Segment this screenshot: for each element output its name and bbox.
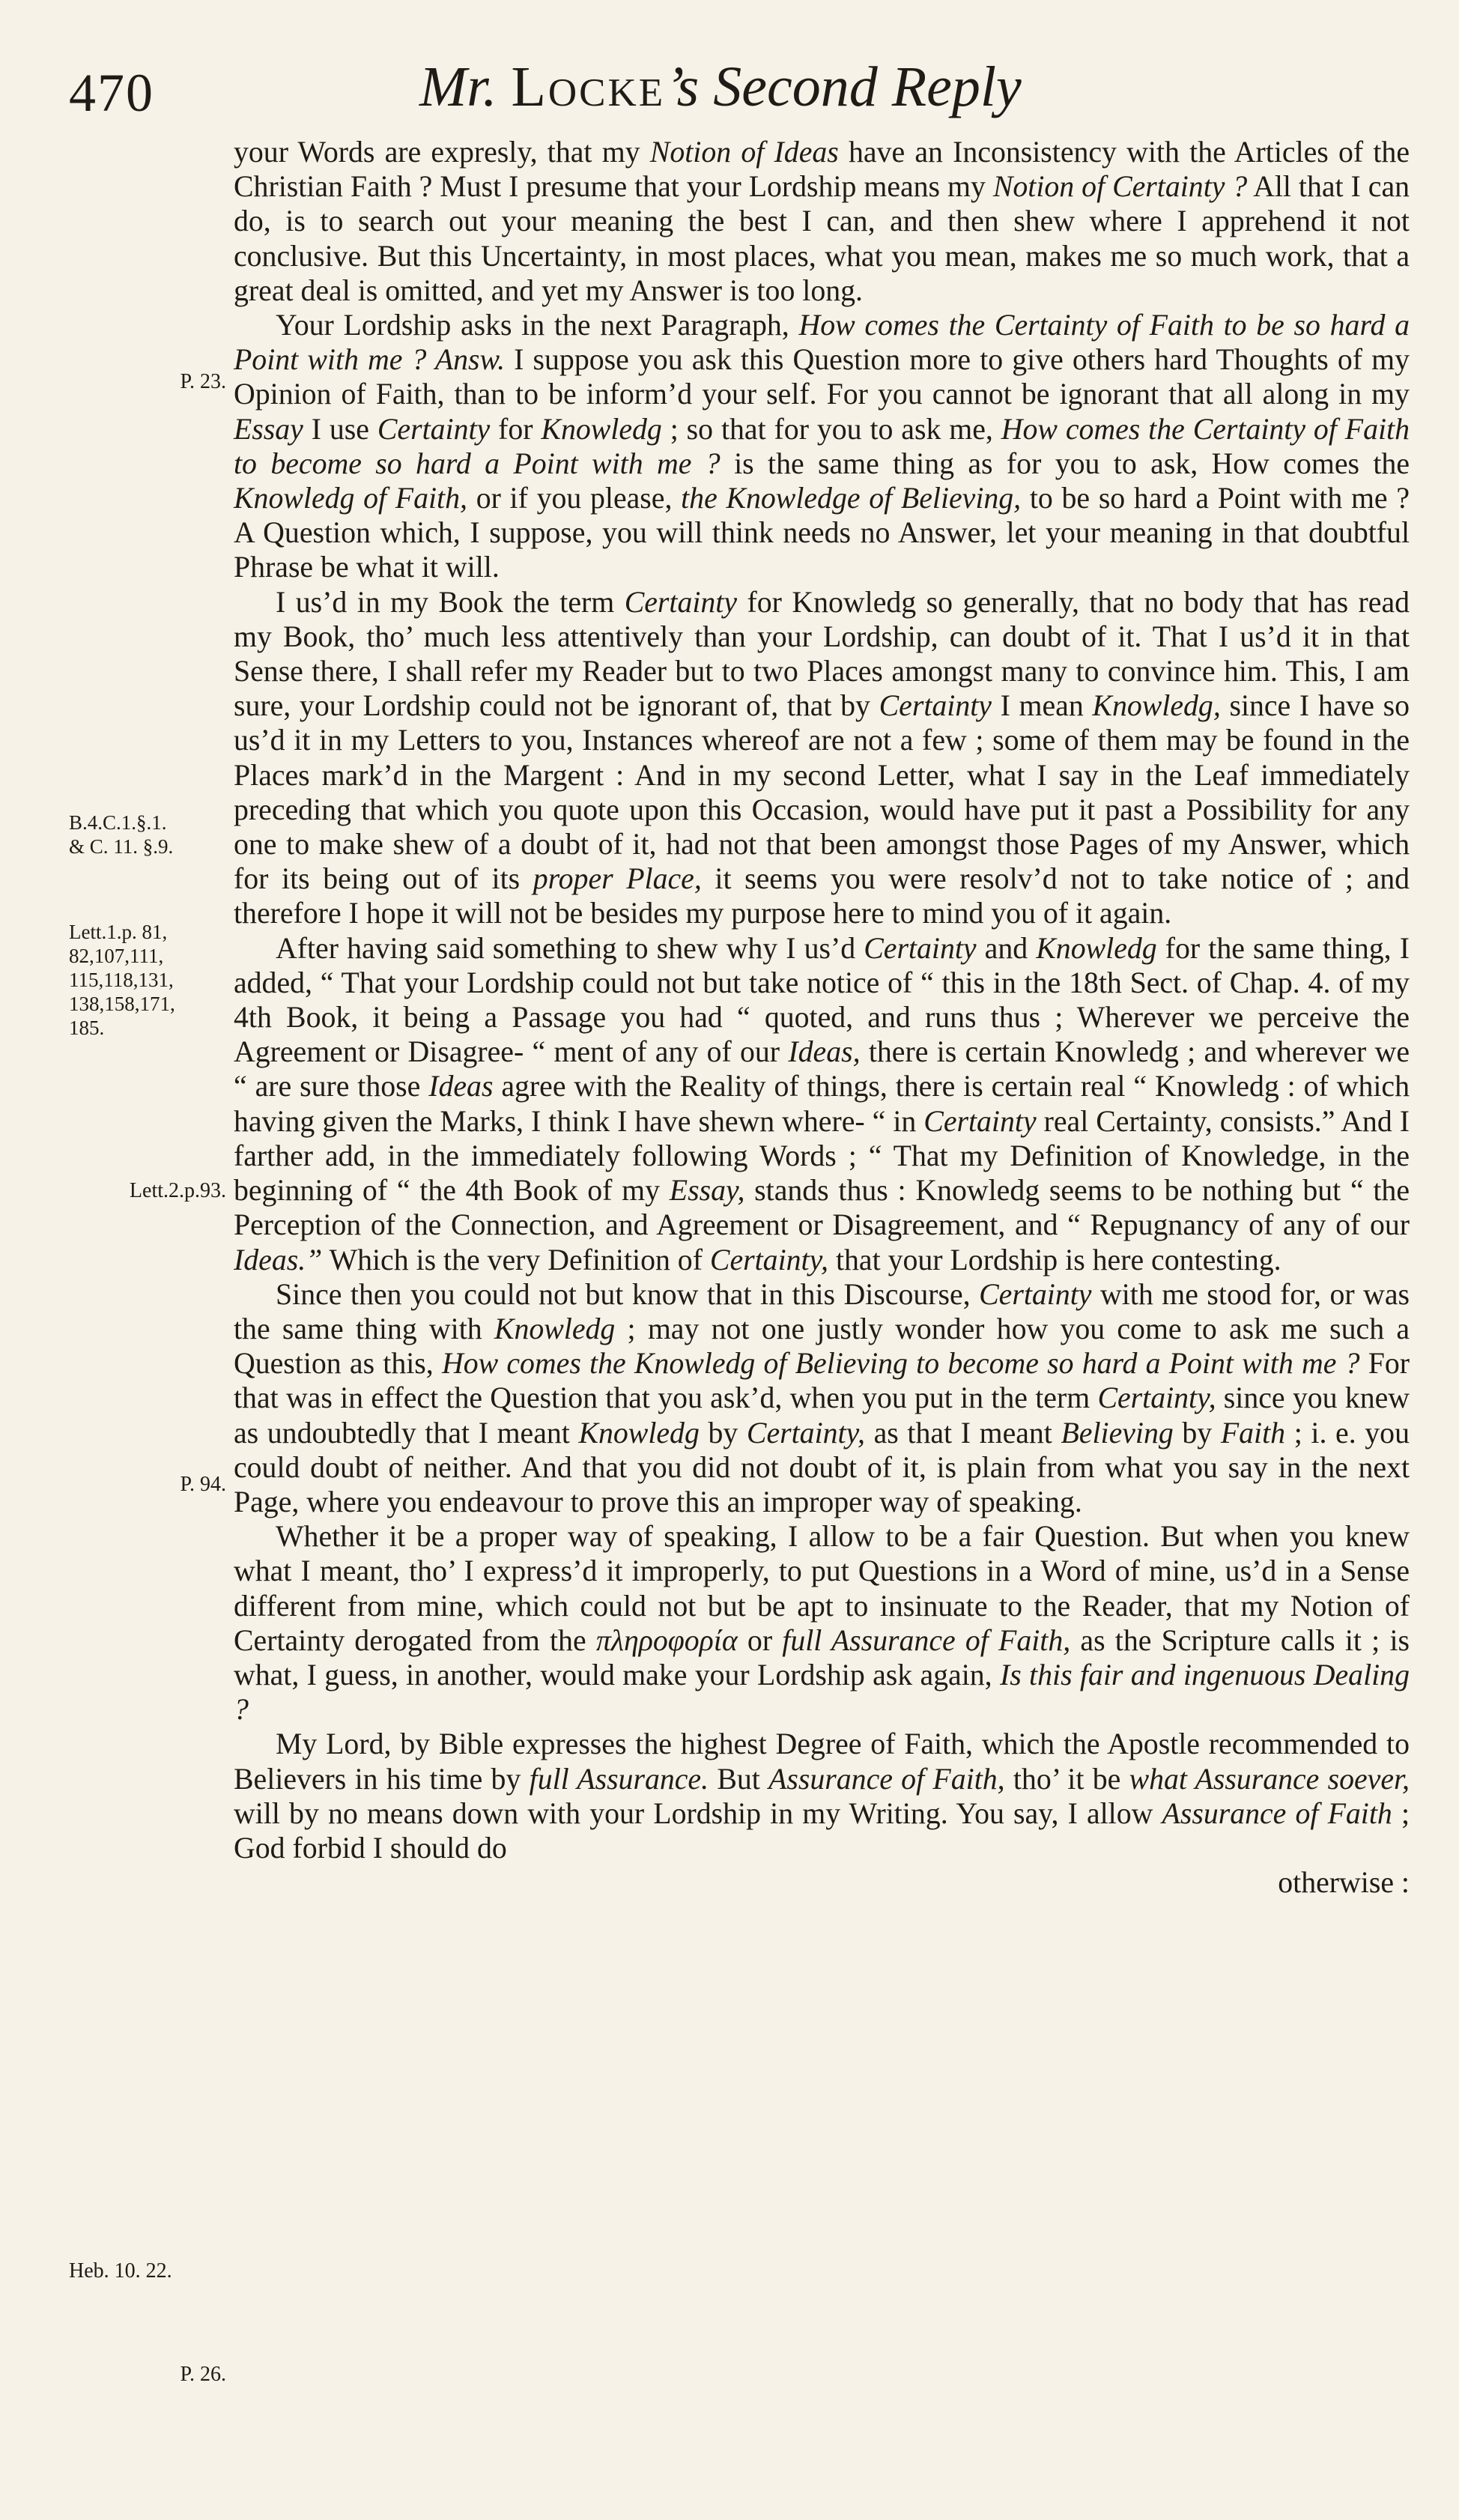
italic-run: Knowledg of Faith, xyxy=(234,482,467,515)
italic-run: Knowledg xyxy=(1036,931,1157,965)
italic-run: Is this fair and ingenuous Dealing ? xyxy=(234,1658,1410,1727)
italic-run: full Assurance. xyxy=(529,1762,709,1796)
page-number: 470 xyxy=(69,63,154,123)
margin-note: Lett.2.p.93. xyxy=(129,1179,226,1202)
italic-run: How comes the Certainty of Faith to become so hard a Point with me ? xyxy=(234,412,1410,480)
italic-run: Certainty xyxy=(879,689,992,723)
running-title xyxy=(419,55,1168,118)
italic-run: Notion of Ideas xyxy=(649,136,839,169)
running-title-smallcaps: Locke xyxy=(511,55,666,118)
margin-note: P. 23. xyxy=(180,370,226,393)
italic-run: Certainty xyxy=(923,1104,1037,1138)
paragraph-tail xyxy=(234,1865,1410,1900)
margin-note: P. 26. xyxy=(180,2363,226,2386)
italic-run: Ideas xyxy=(428,1070,494,1103)
italic-run: proper Place, xyxy=(533,862,702,896)
paragraph: Your Lordship asks in the next Paragraph, How comes the Certainty of Faith to be so hard a Point with me ? Answ. I suppose you ask this Question more to give others hard Thoughts of my Opinion of Faith, than to be inform’d your self. For you cannot be ignorant that all along in my Essay I use Certainty for Knowledg ; so that for you to ask me, How comes the Certainty of Faith to become so hard a Point with me ? is the same thing as for you to ask, How comes the Knowledg of Faith, or if you please, the Knowledge of Believing, to be so hard a Point with me ? A Question which, I suppose, you will think needs no Answer, let your meaning in that doubtful Phrase be what it will. xyxy=(234,309,1410,584)
italic-run: Certainty xyxy=(377,412,491,446)
running-title-prefix: Mr. xyxy=(419,55,512,118)
italic-run: the Knowledge of Believing, xyxy=(681,482,1022,515)
paragraph: After having said something to shew why I us’d Certainty and Knowledg for the same thing, I added, “ That your Lordship could not but take notice of “ this in the 18th Sect. of Chap. 4. of my 4th Book, it being a Passage you had “ quoted, and runs thus ; Wherever we perceive the Agreement or Disagree- “ ment of any of our Ideas, there is certain Knowledg ; and wherever we “ are sure those Ideas agree with the Reality of things, there is certain real “ Knowledg : of which having given the Marks, I think I have shewn where- “ in Certainty real Certainty, consists.” And I farther add, in the immediately following Words ; “ That my Definition of Knowledge, in the beginning of “ the 4th Book of my Essay, stands thus : Knowledg seems to be nothing but “ the Perception of the Connection, and Agreement or Disagreement, and “ Repugnancy of any of our Ideas.” Which is the very Definition of Certainty, that your Lordship is here contesting. xyxy=(234,931,1410,1276)
italic-run: How comes the Knowledg of Believing to become so hard a Point with me ? xyxy=(441,1347,1360,1381)
italic-run: Certainty, xyxy=(709,1243,829,1276)
paragraph: Whether it be a proper way of speaking, I allow to be a fair Question. But when you knew what I meant, tho’ I express’d it improperly, to put Questions in a Word of mine, us’d in a Sense different from mine, which could not but be apt to insinuate to the Reader, that my Notion of Certainty derogated from the πληροφορία or full Assurance of Faith, as the Scripture calls it ; is what, I guess, in another, would make your Lordship ask again, Is this fair and ingenuous Dealing ? xyxy=(234,1520,1410,1727)
italic-run: Essay xyxy=(234,412,303,446)
italic-run: Certainty, xyxy=(746,1416,866,1450)
margin-note: B.4.C.1.§.1. & C. 11. §.9. xyxy=(69,811,174,858)
running-title-suffix: ’s Second Reply xyxy=(665,55,1022,118)
italic-run: what Assurance soever, xyxy=(1129,1762,1410,1796)
paragraph: My Lord, by Bible expresses the highest Degree of Faith, which the Apostle recommended to Believers in his time by full Assurance. But Assurance of Faith, tho’ it be what Assurance soever, will by no means down with your Lordship in my Writing. You say, I allow Assurance of Faith ; God forbid I should do xyxy=(234,1727,1410,1865)
catchword-line: otherwise : xyxy=(1278,1866,1410,1900)
italic-run: Knowledg, xyxy=(1092,689,1221,723)
margin-note: P. 94. xyxy=(180,1473,226,1496)
italic-run: Certainty, xyxy=(1097,1381,1216,1415)
italic-run: Assurance of Faith xyxy=(1162,1796,1392,1830)
italic-run: Assurance of Faith, xyxy=(768,1762,1005,1796)
italic-run: Knowledg xyxy=(541,412,662,446)
italic-run: Knowledg xyxy=(494,1312,616,1345)
margin-note: Lett.1.p. 81, 82,107,111, 115,118,131, 138,158,171, 185. xyxy=(69,921,175,1039)
paragraph: I us’d in my Book the term Certainty for Knowledg so generally, that no body that has read my Book, tho’ much less attentively than your Lordship, can doubt of it. That I us’d it in that Sense there, I shall refer my Reader but to two Places amongst many to convince him. This, I am sure, your Lordship could not be ignorant of, that by Certainty I mean Knowledg, since I have so us’d it in my Letters to you, Instances whereof are not a few ; some of them may be found in the Places mark’d in the Margent : And in my second Letter, what I say in the Leaf immediately preceding that which you quote upon this Occasion, would have put it past a Possibility for any one to make shew of a doubt of it, had not that been amongst those Pages of my Answer, which for its being out of its proper Place, it seems you were resolv’d not to take notice of ; and therefore I hope it will not be besides my purpose here to mind you of it again. xyxy=(234,585,1410,930)
italic-run: Notion of Certainty ? xyxy=(992,170,1248,204)
paragraph: Since then you could not but know that in this Discourse, Certainty with me stood for, or was the same thing with Knowledg ; may not one justly wonder how you come to ask me such a Question as this, How comes the Knowledg of Believing to become so hard a Point with me ? For that was in effect the Question that you ask’d, when you put in the term Certainty, since you knew as undoubtedly that I meant Knowledg by Certainty, as that I meant Believing by Faith ; i. e. you could doubt of neither. And that you did not doubt of it, is plain from what you say in the next Page, where you endeavour to prove this an improper way of speaking. xyxy=(234,1277,1410,1518)
italic-run: Faith xyxy=(1220,1416,1286,1450)
italic-run: Certainty xyxy=(979,1277,1092,1311)
italic-run: πληροφορία xyxy=(595,1623,738,1657)
italic-run: Believing xyxy=(1061,1416,1174,1450)
italic-run: Knowledg xyxy=(578,1416,700,1450)
italic-run: Essay, xyxy=(669,1174,745,1208)
body-text xyxy=(234,135,1410,1900)
italic-run: Ideas.” xyxy=(234,1243,323,1276)
italic-run: full Assurance of Faith, xyxy=(782,1623,1071,1657)
italic-run: How comes the Certainty of Faith to be so hard a Point with me ? Answ. xyxy=(234,309,1410,377)
margin-note: Heb. 10. 22. xyxy=(69,2259,172,2283)
paragraph: your Words are expresly, that my Notion of Ideas have an Inconsistency with the Articles of the Christian Faith ? Must I presume that your Lordship means my Notion of Certainty ? All that I can do, is to search out your meaning the best I can, and then shew where I apprehend it not conclusive. But this Uncertainty, in most places, what you mean, makes me so much work, that a great deal is omitted, and yet my Answer is too long. xyxy=(234,136,1410,307)
italic-run: Certainty xyxy=(624,585,738,619)
italic-run: Ideas, xyxy=(788,1035,861,1069)
italic-run: Certainty xyxy=(864,931,977,965)
